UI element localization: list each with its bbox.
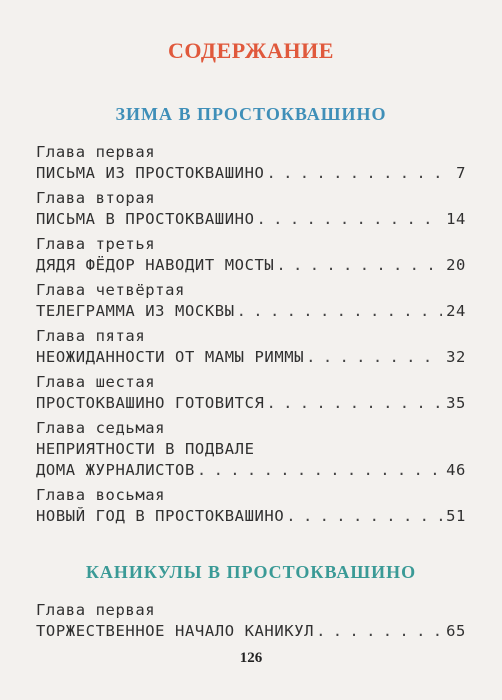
chapter-title-line [36, 255, 466, 276]
chapter-number: Глава третья [36, 235, 156, 253]
chapter-title: ПИСЬМА ИЗ ПРОСТОКВАШИНО [36, 164, 265, 182]
chapter-number: Глава четвёртая [36, 281, 185, 299]
page-number: 126 [239, 650, 263, 666]
dot-leader [286, 506, 442, 527]
toc-entry [36, 280, 466, 322]
toc-entry [36, 485, 466, 527]
dot-leader [306, 347, 442, 368]
dot-leader [197, 460, 442, 481]
toc-entry [36, 372, 466, 414]
chapter-number: Глава пятая [36, 327, 146, 345]
chapter-title-line [36, 460, 466, 481]
chapter-title: НЕПРИЯТНОСТИ В ПОДВАЛЕ [36, 440, 255, 458]
toc-entry [36, 326, 466, 368]
page-ref: 32 [446, 348, 466, 366]
page-ref: 65 [446, 622, 466, 640]
chapter-number: Глава восьмая [36, 486, 166, 504]
chapter-title-line [36, 163, 466, 184]
dot-leader [276, 255, 442, 276]
dot-leader [266, 393, 442, 414]
toc-entry [36, 142, 466, 184]
section-title-winter: ЗИМА В ПРОСТОКВАШИНО [115, 104, 387, 124]
page-ref: 7 [456, 164, 466, 182]
chapter-title-line [36, 621, 466, 642]
toc-list-winter [36, 142, 466, 531]
page-ref: 20 [446, 256, 466, 274]
dot-leader [316, 621, 442, 642]
chapter-title: ПРОСТОКВАШИНО ГОТОВИТСЯ [36, 394, 265, 412]
chapter-number: Глава шестая [36, 373, 156, 391]
dot-leader [237, 301, 442, 322]
chapter-title: ДЯДЯ ФЁДОР НАВОДИТ МОСТЫ [36, 256, 275, 274]
chapter-title: НЕОЖИДАННОСТИ ОТ МАМЫ РИММЫ [36, 348, 305, 366]
chapter-title: ТОРЖЕСТВЕННОЕ НАЧАЛО КАНИКУЛ [36, 622, 315, 640]
page-ref: 14 [446, 210, 466, 228]
chapter-title: НОВЫЙ ГОД В ПРОСТОКВАШИНО [36, 507, 285, 525]
chapter-number: Глава первая [36, 143, 156, 161]
page-title: СОДЕРЖАНИЕ [168, 38, 334, 63]
chapter-title-line [36, 439, 466, 460]
chapter-title-line [36, 209, 466, 230]
chapter-title: ПИСЬМА В ПРОСТОКВАШИНО [36, 210, 255, 228]
page-ref: 46 [446, 461, 466, 479]
dot-leader [266, 163, 442, 184]
chapter-number: Глава первая [36, 601, 156, 619]
chapter-title: ТЕЛЕГРАММА ИЗ МОСКВЫ [36, 302, 235, 320]
dot-leader [257, 209, 443, 230]
toc-entry [36, 600, 466, 642]
chapter-number: Глава седьмая [36, 419, 166, 437]
section-title-holidays: КАНИКУЛЫ В ПРОСТОКВАШИНО [85, 562, 417, 582]
page-ref: 35 [446, 394, 466, 412]
toc-entry [36, 234, 466, 276]
page-ref: 24 [446, 302, 466, 320]
chapter-title-line [36, 347, 466, 368]
toc-entry [36, 418, 466, 481]
toc-list-holidays [36, 600, 466, 646]
chapter-title-line [36, 393, 466, 414]
chapter-title: ДОМА ЖУРНАЛИСТОВ [36, 461, 195, 479]
chapter-title-line [36, 506, 466, 527]
page-ref: 51 [446, 507, 466, 525]
chapter-title-line [36, 301, 466, 322]
chapter-number: Глава вторая [36, 189, 156, 207]
toc-entry [36, 188, 466, 230]
